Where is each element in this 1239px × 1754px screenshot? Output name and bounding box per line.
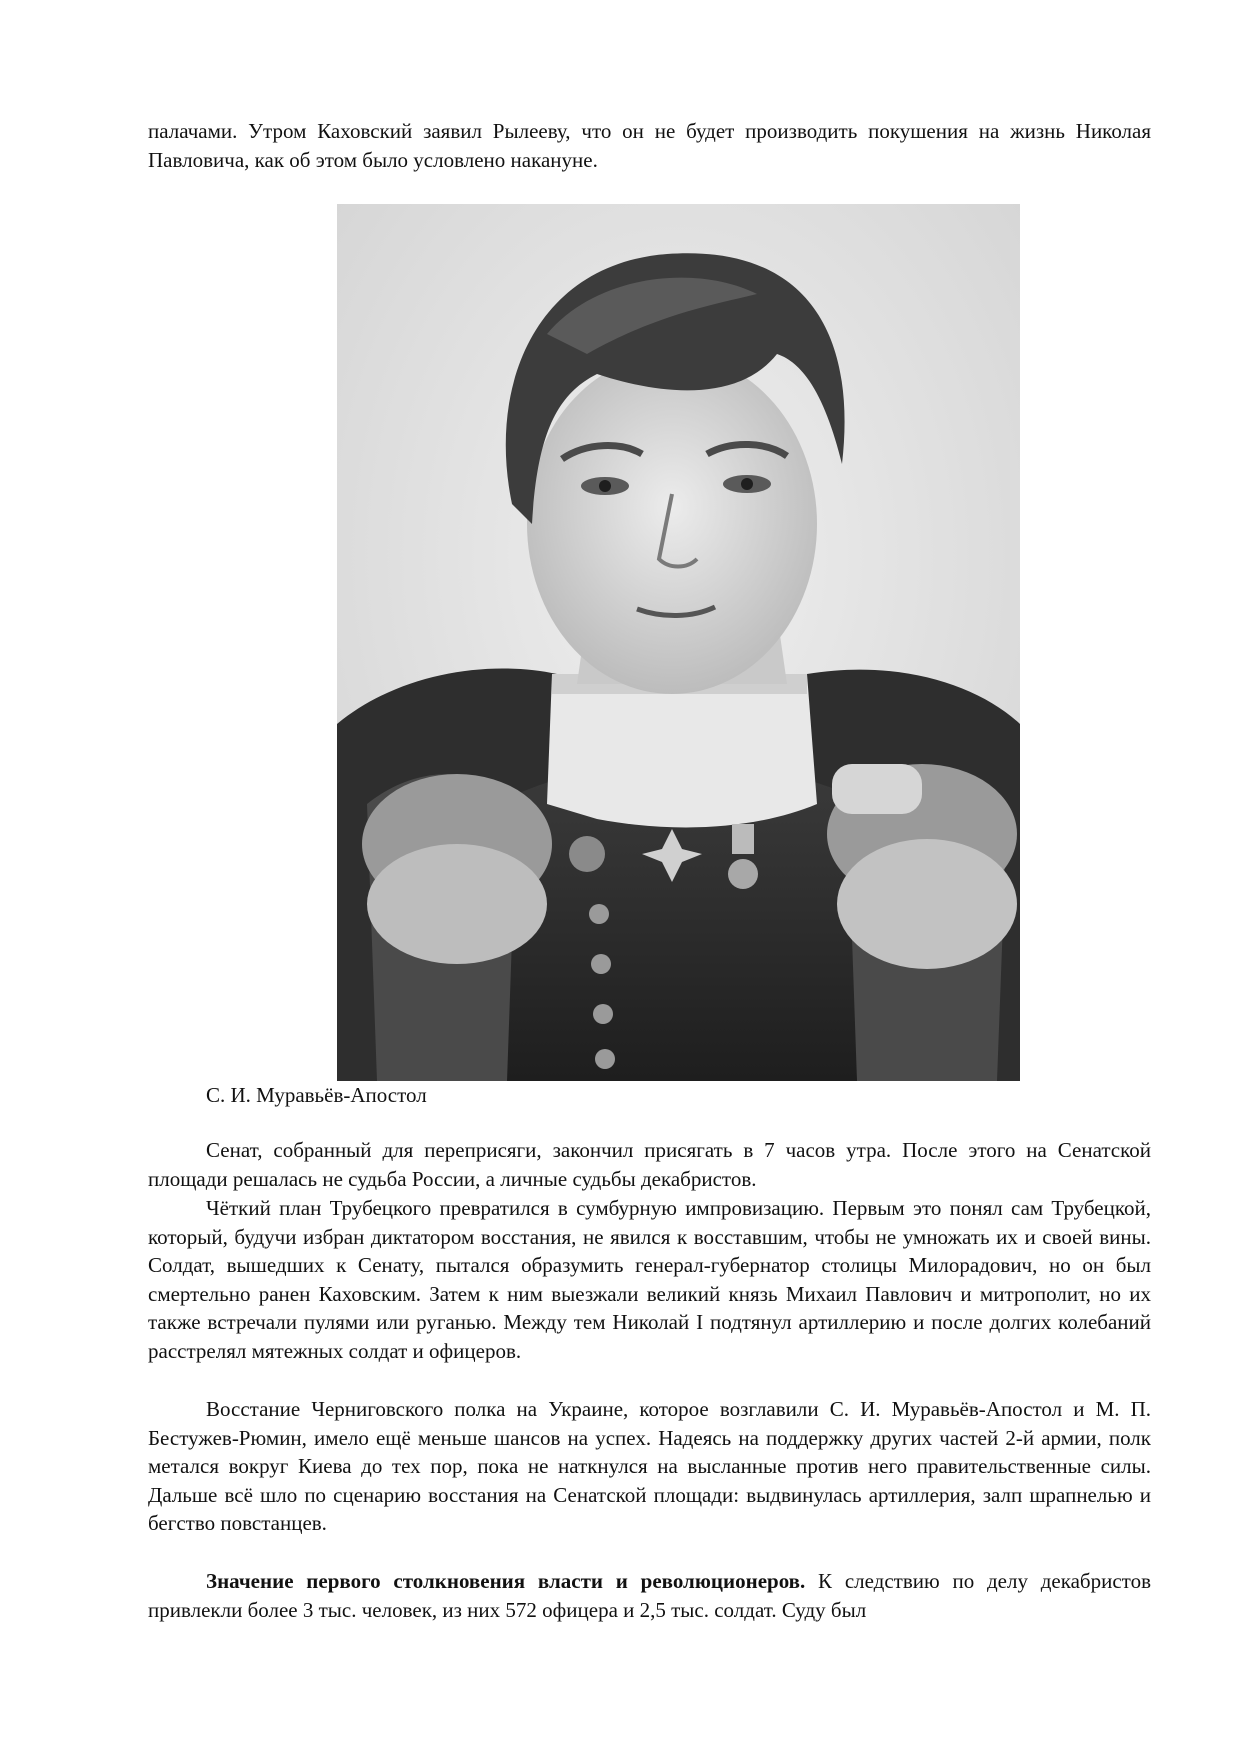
paragraph-significance: [148, 1567, 1151, 1624]
portrait-caption: С. И. Муравьёв-Апостол: [206, 1083, 427, 1107]
section-text: К следствию по делу декабристов привлекли более 3 тыс. человек, из них 572 офицера и 2,5 тыс. солдат. Суду был: [148, 1569, 1151, 1622]
section-heading: Значение первого столкновения власти и революционеров.: [206, 1569, 806, 1593]
paragraph-intro: палачами. Утром Каховский заявил Рылееву, что он не будет производить покушения на жизнь Николая Павловича, как об этом было условлено накануне.: [148, 119, 1151, 172]
portrait-image: [337, 204, 1020, 1081]
paragraph-chernigov: Восстание Черниговского полка на Украине, которое возглавили С. И. Муравьёв-Апостол и М. П. Бестужев-Рюмин, имело ещё меньше шансов на успех. Надеясь на поддержку других частей 2-й армии, полк метался вокруг Киева до тех пор, пока не наткнулся на высланные против него правительственные силы. Дальше всё шло по сценарию восстания на Сенатской площади: выдвинулась артиллерия, залп шрапнелью и бегство повстанцев.: [148, 1397, 1151, 1536]
paragraph-senate: Сенат, собранный для переприсяги, закончил присягать в 7 часов утра. После этого на Сенатской площади решалась не судьба России, а личные судьбы декабристов.: [148, 1138, 1151, 1191]
paragraph-trubetskoy: Чёткий план Трубецкого превратился в сумбурную импровизацию. Первым это понял сам Трубецкой, который, будучи избран диктатором восстания, не явился к восставшим, чтобы не умножать их и своей вины. Солдат, вышедших к Сенату, пытался образумить генерал-губернатор столицы Милорадович, но он был смертельно ранен Каховским. Затем к ним выезжали великий князь Михаил Павлович и митрополит, но их также встречали пулями или руганью. Между тем Николай I подтянул артиллерию и после долгих колебаний расстрелял мятежных солдат и офицеров.: [148, 1196, 1151, 1363]
